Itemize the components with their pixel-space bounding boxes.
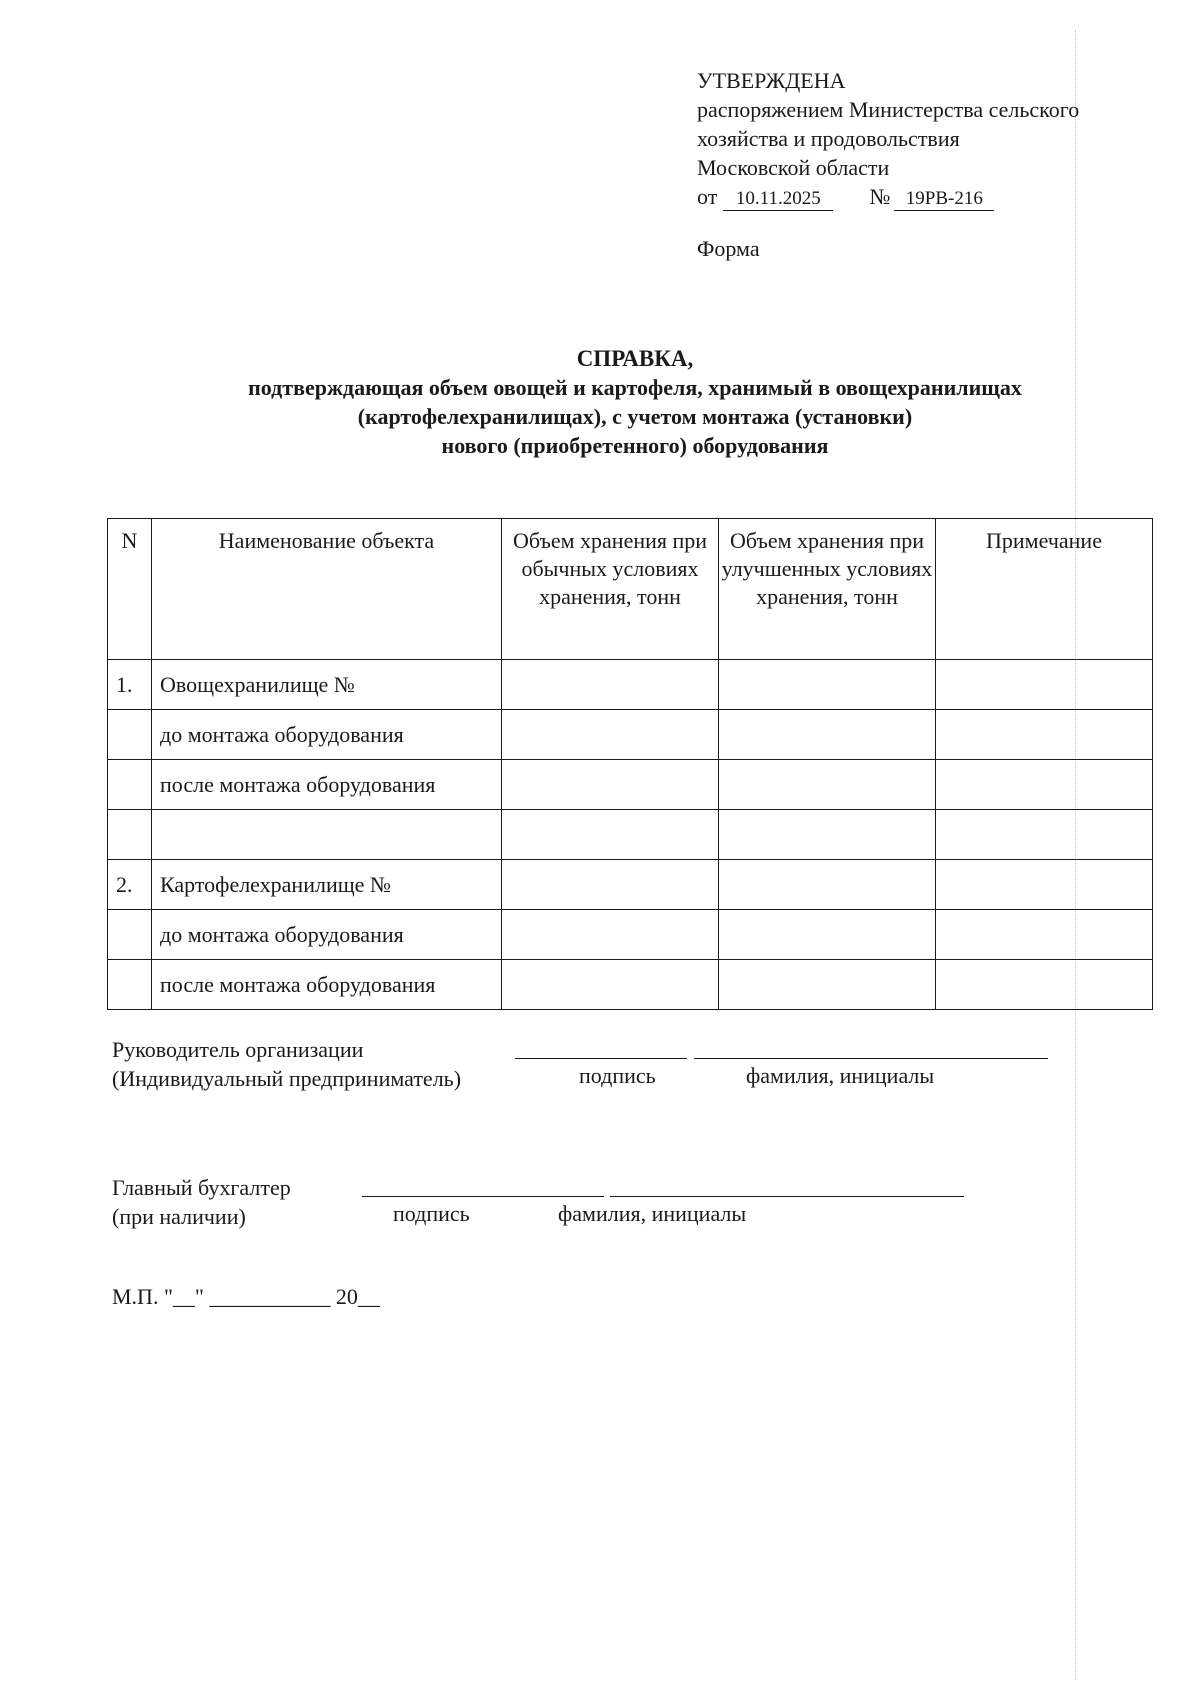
row-name: после монтажа оборудования (152, 960, 502, 1010)
cell-note[interactable] (936, 760, 1153, 810)
head-sign-caption: подпись (579, 1063, 656, 1088)
cell-note[interactable] (936, 810, 1153, 860)
approval-line-2: хозяйства и продовольствия (697, 126, 960, 151)
table-row (108, 760, 1153, 810)
cell-volume-normal[interactable] (502, 710, 719, 760)
approval-date-number-line (697, 182, 1079, 211)
date-value: 10.11.2025 (723, 188, 833, 211)
row-number: 1. (108, 660, 152, 710)
storage-volume-table (107, 518, 1153, 1010)
header-volume-improved: Объем хранения при улучшенных условиях хранения, тонн (719, 519, 936, 660)
cell-volume-improved[interactable] (719, 660, 936, 710)
form-label: Форма (697, 236, 760, 261)
number-value: 19РВ-216 (894, 188, 994, 211)
number-prefix: № (869, 184, 891, 209)
row-number (108, 760, 152, 810)
heading-line-1: подтверждающая объем овощей и картофеля, хранимый в овощехранилищах (248, 375, 1022, 400)
row-name: после монтажа оборудования (152, 760, 502, 810)
cell-volume-improved[interactable] (719, 860, 936, 910)
head-title-line-1: Руководитель организации (112, 1037, 364, 1062)
table-row (108, 810, 1153, 860)
approval-block (697, 66, 1079, 211)
head-name-caption: фамилия, инициалы (746, 1063, 935, 1088)
head-signature-block (112, 1035, 461, 1093)
row-name: Овощехранилище № (152, 660, 502, 710)
cell-note[interactable] (936, 960, 1153, 1010)
row-name: Картофелехранилище № (152, 860, 502, 910)
row-name (152, 810, 502, 860)
cell-volume-improved[interactable] (719, 710, 936, 760)
table-row (108, 710, 1153, 760)
table-row (108, 860, 1153, 910)
header-volume-normal: Объем хранения при обычных условиях хранения, тонн (502, 519, 719, 660)
cell-note[interactable] (936, 710, 1153, 760)
cell-volume-improved[interactable] (719, 960, 936, 1010)
document-title: СПРАВКА, (576, 346, 694, 371)
accountant-sign-caption: подпись (393, 1201, 470, 1226)
header-note: Примечание (936, 519, 1153, 660)
table-row (108, 660, 1153, 710)
row-number (108, 710, 152, 760)
row-name: до монтажа оборудования (152, 710, 502, 760)
approval-status: УТВЕРЖДЕНА (697, 68, 846, 93)
row-name: до монтажа оборудования (152, 910, 502, 960)
accountant-title-line-1: Главный бухгалтер (112, 1175, 291, 1200)
stamp-date-line: М.П. "__" ___________ 20__ (112, 1284, 380, 1309)
row-number (108, 960, 152, 1010)
header-name: Наименование объекта (152, 519, 502, 660)
table-row (108, 910, 1153, 960)
cell-volume-normal[interactable] (502, 960, 719, 1010)
cell-volume-improved[interactable] (719, 810, 936, 860)
row-number (108, 910, 152, 960)
accountant-signature-block (112, 1173, 291, 1231)
header-n: N (108, 519, 152, 660)
cell-volume-normal[interactable] (502, 860, 719, 910)
cell-note[interactable] (936, 910, 1153, 960)
cell-note[interactable] (936, 860, 1153, 910)
head-signature-line[interactable] (515, 1058, 687, 1059)
heading-line-2: (картофелехранилищах), с учетом монтажа (установки) (357, 404, 913, 429)
row-number: 2. (108, 860, 152, 910)
accountant-signature-line[interactable] (362, 1196, 604, 1197)
table-header-row (108, 519, 1153, 660)
accountant-name-line[interactable] (610, 1196, 964, 1197)
heading-line-3: нового (приобретенного) оборудования (441, 433, 829, 458)
cell-volume-normal[interactable] (502, 910, 719, 960)
head-title-line-2: (Индивидуальный предприниматель) (112, 1066, 462, 1091)
head-name-line[interactable] (694, 1058, 1048, 1059)
approval-line-1: распоряжением Министерства сельского (697, 97, 1080, 122)
approval-line-3: Московской области (697, 155, 890, 180)
cell-volume-normal[interactable] (502, 660, 719, 710)
accountant-title-line-2: (при наличии) (112, 1204, 246, 1229)
document-heading (120, 344, 1150, 460)
date-prefix: от (697, 184, 718, 209)
cell-volume-improved[interactable] (719, 760, 936, 810)
cell-volume-normal[interactable] (502, 810, 719, 860)
cell-volume-improved[interactable] (719, 910, 936, 960)
table-row (108, 960, 1153, 1010)
cell-volume-normal[interactable] (502, 760, 719, 810)
accountant-name-caption: фамилия, инициалы (558, 1201, 747, 1226)
row-number (108, 810, 152, 860)
cell-note[interactable] (936, 660, 1153, 710)
